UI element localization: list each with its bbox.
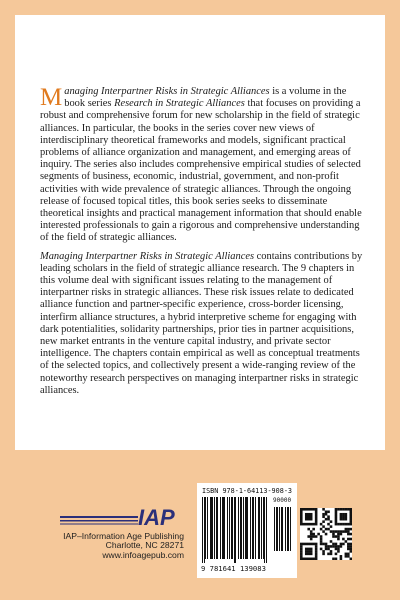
iap-logo: [60, 503, 185, 531]
book-title-italic-2: Managing Interpartner Risks in Strategic Alliances: [40, 250, 255, 262]
barcode-digits: 9 781641 139083: [201, 564, 266, 573]
book-title-italic: anaging Interpartner Risks in Strategic Alliances: [64, 86, 270, 97]
dropcap-letter: M: [40, 84, 63, 111]
iap-logo-icon: [60, 503, 185, 531]
qr-code-icon: [300, 508, 352, 560]
paragraph-1-text-a: is a volume in the book series: [64, 86, 347, 110]
description-text: [40, 86, 366, 403]
publisher-url: www.infoagepub.com: [102, 549, 184, 560]
barcode-bars-icon: [201, 497, 269, 565]
paragraph-1-text-b: that focuses on providing a robust and comprehensive forum for new scholarship in the field of strategic alliances. In particular, the books in the series cover new views of interdisciplinary theoretical frameworks and models, significant practical problems of alliance organization and management, and emerging areas of inquiry. The series also includes comprehensive empirical studies of selected segments of business, economic, industrial, government, and non-profit activities with wide prevalence of strategic alliances. Through the ongoing release of focused topical titles, this book series seeks to disseminate theoretical insights and practical management information that should enable interested professionals to gain a rigorous and comprehensive understanding of the field of strategic alliances.: [40, 98, 362, 244]
publisher-city: Charlotte, NC 28271: [105, 540, 184, 551]
description-paragraph-2: [40, 251, 366, 397]
publisher-info: [42, 532, 184, 560]
logo-text: IAP: [138, 505, 175, 530]
publisher-name: IAP–Information Age Publishing: [63, 531, 184, 541]
isbn-label: ISBN 978-1-64113-908-3: [201, 487, 293, 495]
series-title-italic: Research in Strategic Alliances: [114, 98, 245, 110]
price-code: 90000: [273, 497, 292, 504]
price-barcode-icon: [273, 497, 293, 551]
paragraph-2-text: contains contributions by leading scholars in the field of strategic alliance research. The 9 chapters in this volume deal with significant issues relating to the management of interpartner risks in strategic alliances. These risk issues relate to dedicated alliance function and partner-specific experience, cross-border licensing, interfirm alliance structures, a hybrid interpretive scheme for engaging with dark potentialities, solidarity partnerships, prior ties in partner acquisitions, new market entrants in the venture capital industry, and private sector intelligence. The chapters contain empirical as well as conceptual treatments of the selected topics, and collectively present a wide-ranging review of the noteworthy research perspectives on managing interpartner risks in strategic alliances.: [40, 250, 363, 396]
description-paragraph-1: [40, 86, 366, 245]
isbn-barcode: [197, 483, 297, 578]
